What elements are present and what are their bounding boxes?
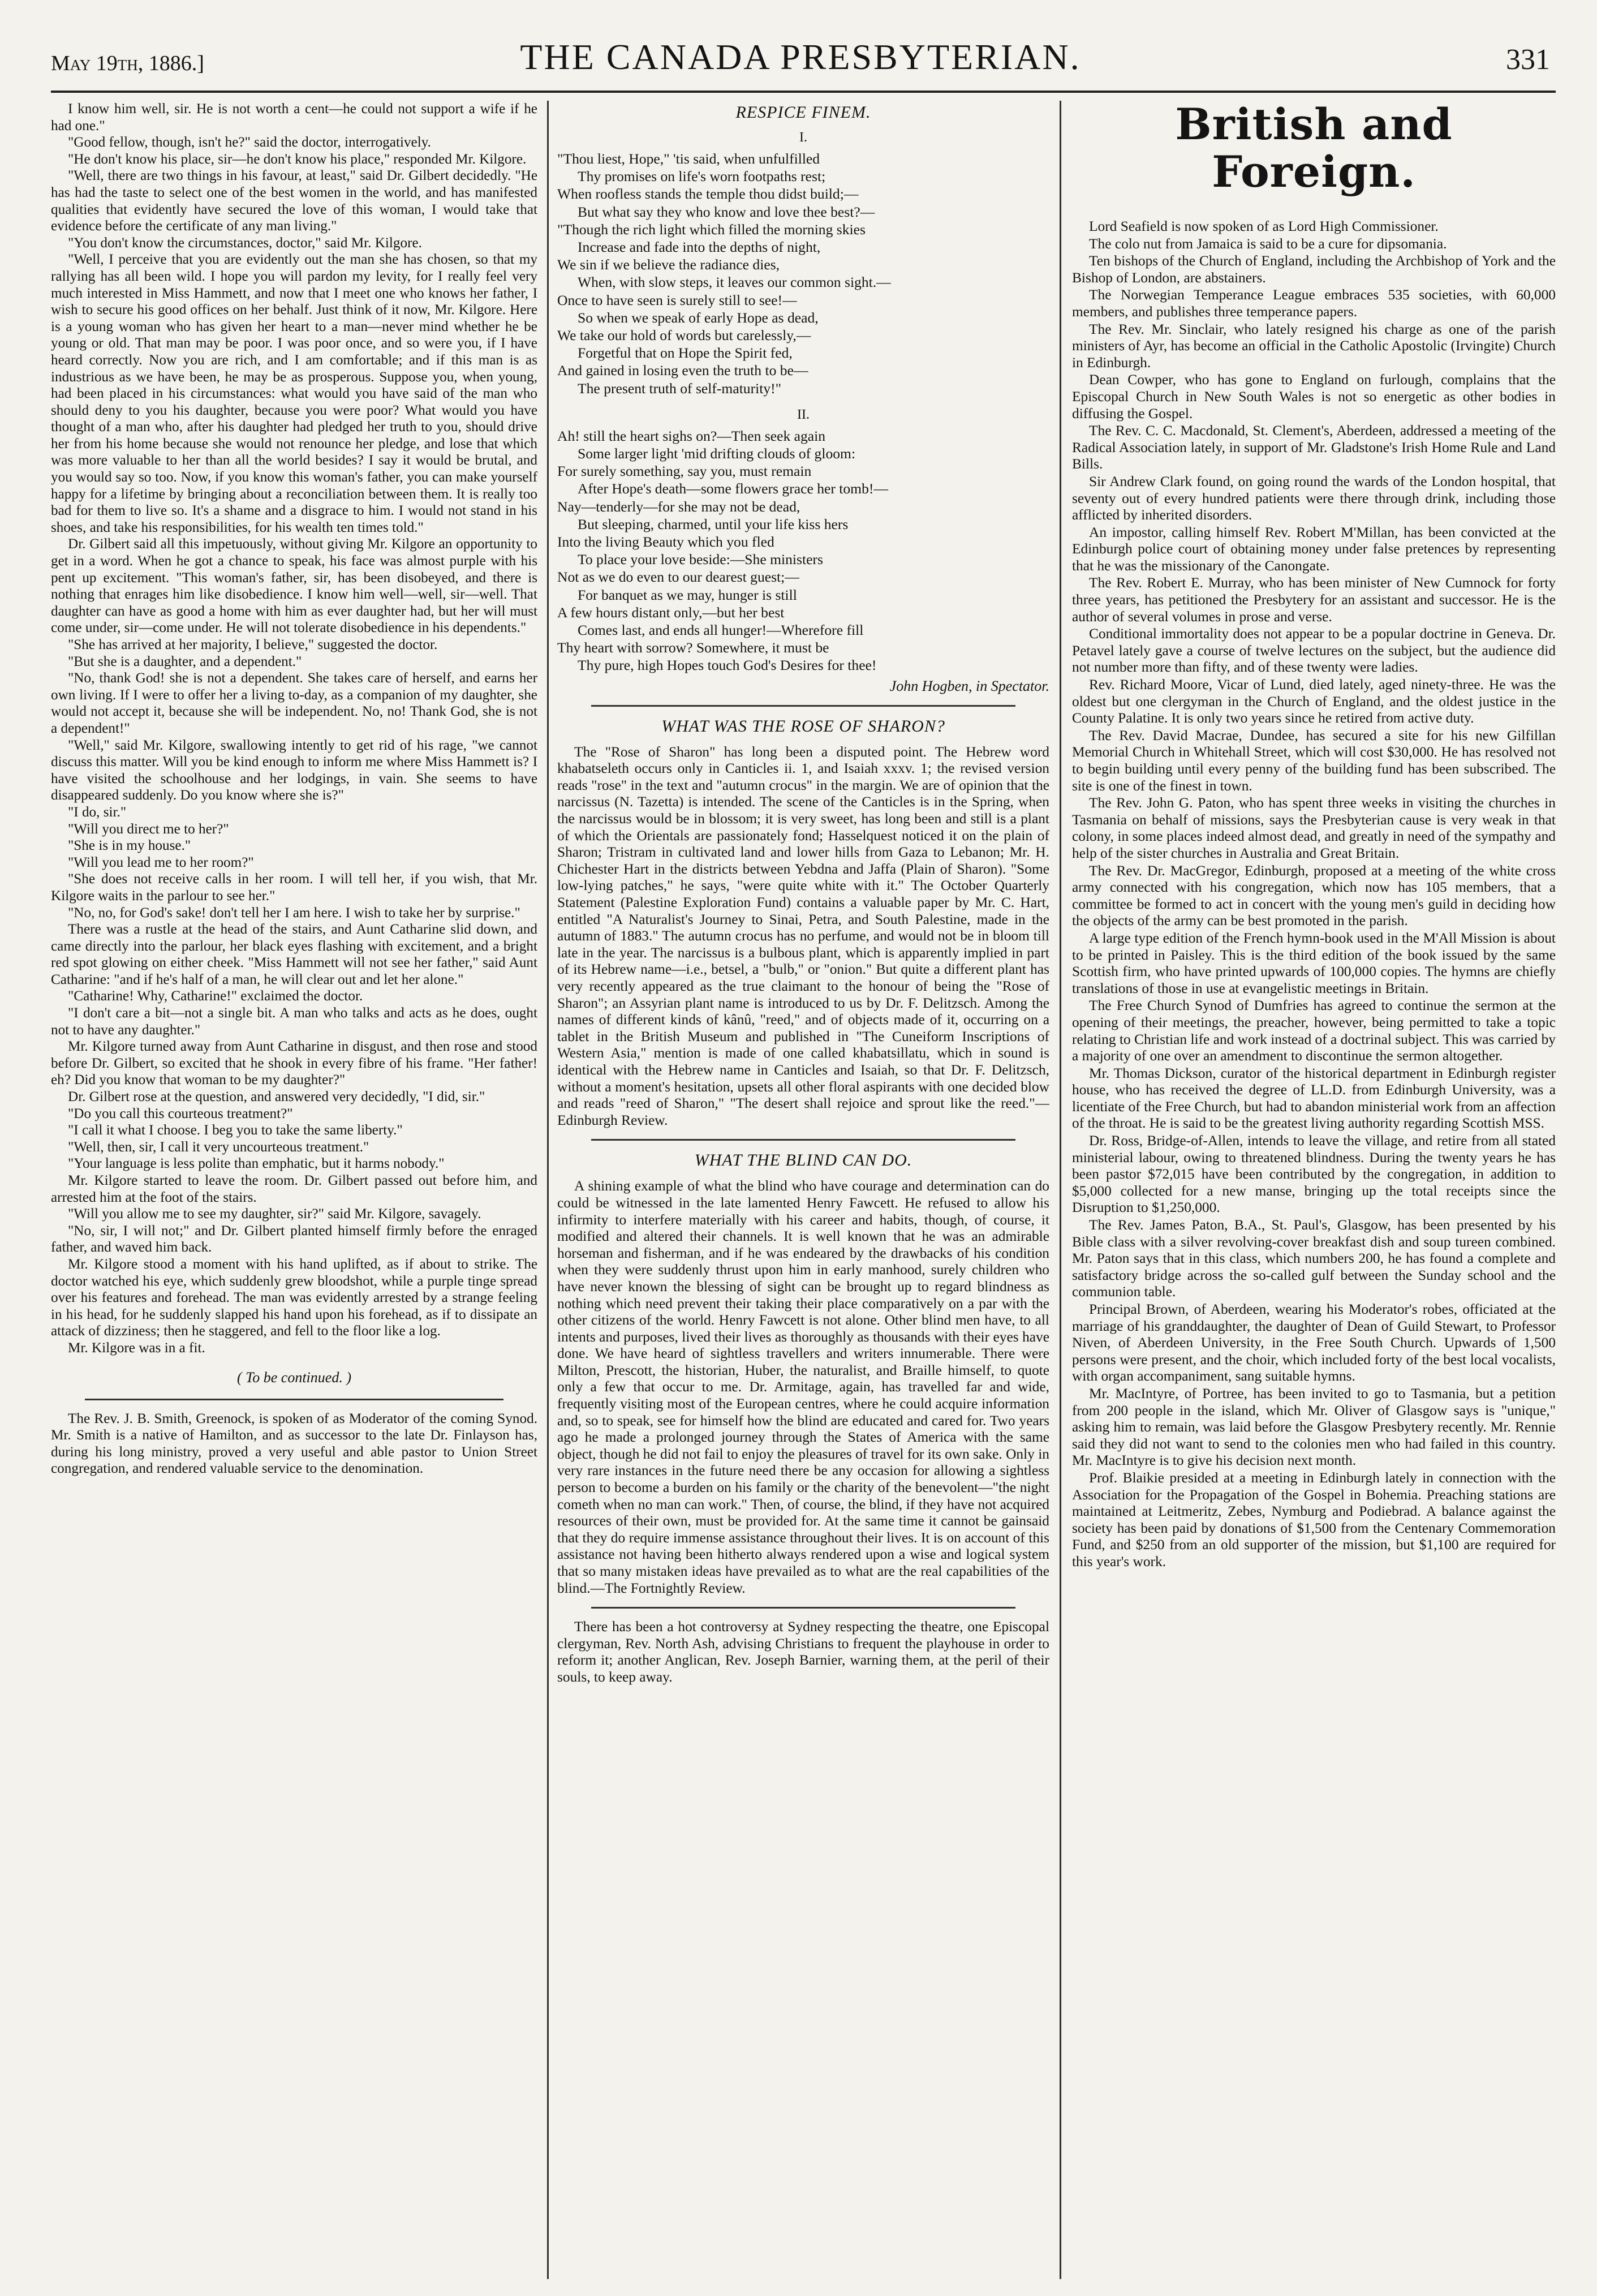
story-paragraph: Mr. Kilgore started to leave the room. Dr. Gilbert passed out before him, and arrested him at the foot of the stairs. xyxy=(51,1173,537,1205)
news-item: Rev. Richard Moore, Vicar of Lund, died lately, aged ninety-three. He was the oldest but one clergyman in the Church of England, and the oldest justice in the County Palatine. It is only two years since he retired from active duty. xyxy=(1072,677,1556,726)
poem-line: Into the living Beauty which you fled xyxy=(557,534,774,551)
story-paragraph: "Will you direct me to her?" xyxy=(68,821,229,837)
poem-part-1-numeral: I. xyxy=(799,130,807,145)
poem-line: Comes last, and ends all hunger!—Wherefore fill xyxy=(578,622,864,639)
middle-column xyxy=(557,101,1049,2273)
story-paragraph: "Your language is less polite than emphatic, but it harms nobody." xyxy=(68,1156,445,1172)
poem-line: To place your love beside:—She ministers xyxy=(578,551,823,568)
story-paragraph: There was a rustle at the head of the stairs, and Aunt Catharine slid down, and came directly into the parlour, her black eyes flashing with excitement, and a bright red spot glowing on either cheek. "Miss Hammett will not see her father," said Aunt Catharine: "and if he's half of a man, he will clear out and let her alone." xyxy=(51,922,537,987)
story-paragraph: Mr. Kilgore turned away from Aunt Catharine in disgust, and then rose and stood before Dr. Gilbert, so excited that he shook in every fibre of his frame. "Her father! eh? Did you know that woman to be my daughter?" xyxy=(51,1039,537,1088)
story-paragraph: "No, no, for God's sake! don't tell her I am here. I wish to take her by surprise." xyxy=(68,905,520,921)
page-number: 331 xyxy=(1506,44,1550,76)
poem-line: "Though the rich light which filled the morning skies xyxy=(557,221,866,238)
to-be-continued: ( To be continued. ) xyxy=(237,1369,351,1386)
poem-line: The present truth of self-maturity!" xyxy=(578,380,782,397)
story-paragraph: "Well, there are two things in his favour, at least," said Dr. Gilbert decidedly. "He has had the taste to select one of the best women in the world, and has manifested qualities that evidently have secured the love of this woman, I would take that evidence before the certificate of any man living." xyxy=(51,168,537,234)
story-paragraph: "She does not receive calls in her room. I will tell her, if you wish, that Mr. Kilgore waits in the parlour to see her." xyxy=(51,871,537,904)
news-item: Prof. Blaikie presided at a meeting in Edinburgh lately in connection with the Association for the Propagation of the Gospel in Bohemia. Preaching stations are maintained at Leitmeritz, Zebes, Nymburg and Podiebrad. A balance against the society has been paid by donations of $1,500 from the Centenary Commemoration Fund, and $250 from an old supporter of the mission, but $1,100 are required for this year's work. xyxy=(1072,1469,1556,1570)
poem-line: Thy heart with sorrow? Somewhere, it must be xyxy=(557,639,829,656)
sharon-title: WHAT WAS THE ROSE OF SHARON? xyxy=(661,716,945,736)
poem-line: So when we speak of early Hope as dead, xyxy=(578,309,819,326)
poem-line: "Thou liest, Hope," 'tis said, when unfulfilled xyxy=(557,151,820,167)
british-foreign-column xyxy=(1072,101,1556,2273)
story-paragraph: "Will you lead me to her room?" xyxy=(68,854,254,870)
poem-line: Ah! still the heart sighs on?—Then seek again xyxy=(557,427,826,444)
news-item: Principal Brown, of Aberdeen, wearing his Moderator's robes, officiated at the marriage of his granddaughter, the daughter of Dean of Guild Stewart, to Professor Niven, of Aberdeen University, in the Free South Church. Upwards of 1,500 persons were present, and the choir, which included forty of the best local vocalists, with organ accompaniment, sang suitable hymns. xyxy=(1072,1301,1556,1385)
story-paragraph: Dr. Gilbert rose at the question, and answered very decidedly, "I did, sir." xyxy=(68,1089,485,1105)
news-items xyxy=(1072,218,1556,1571)
poem-line: For surely something, say you, must remain xyxy=(557,463,812,480)
poem-line: Not as we do even to our dearest guest;— xyxy=(557,569,799,586)
story-paragraph: "Do you call this courteous treatment?" xyxy=(68,1106,293,1121)
poem-part-2-numeral: II. xyxy=(797,407,810,422)
poem-line: When, with slow steps, it leaves our common sight.— xyxy=(578,274,891,291)
poem-line: We take our hold of words but carelessly,— xyxy=(557,327,811,344)
story-paragraph: Mr. Kilgore stood a moment with his hand uplifted, as if about to strike. The doctor watched his eye, which suddenly grew bloodshot, while a purple tinge spread over his features and forehead. The man was evidently arrested by a strange feeling in his head, for he suddenly slapped his hand upon his forehead, as if to dissipate an attack of dizziness; then he staggered, and fell to the floor like a log. xyxy=(51,1256,537,1339)
story-paragraph: "Well, then, sir, I call it very uncourteous treatment." xyxy=(68,1139,369,1155)
poem-line: After Hope's death—some flowers grace her tomb!— xyxy=(578,480,889,497)
smith-moderator-note: The Rev. J. B. Smith, Greenock, is spoken of as Moderator of the coming Synod. Mr. Smith is a native of Hamilton, and as successor to the late Dr. Finlayson has, during his long ministry, proved a very useful and able pastor to Union Street congregation, and rendered valuable service to the denomination. xyxy=(51,1411,537,1477)
poem-line: A few hours distant only,—but her best xyxy=(557,604,785,621)
news-item: A large type edition of the French hymn-book used in the M'All Mission is about to be printed in Paisley. This is the third edition of the book issued by the same Scottish firm, who have printed upwards of 100,000 copies. The hymns are chiefly translations of those in use at evangelistic meetings in Britain. xyxy=(1072,930,1556,996)
issue-date: May 19th, 1886.] xyxy=(51,51,204,75)
poem-line: We sin if we believe the radiance dies, xyxy=(557,256,780,273)
poem-line: And gained in losing even the truth to be— xyxy=(557,362,808,379)
poem-line: But sleeping, charmed, until your life kiss hers xyxy=(578,515,849,532)
story-paragraph: "Catharine! Why, Catharine!" exclaimed the doctor. xyxy=(68,988,363,1004)
story-paragraph: "But she is a daughter, and a dependent." xyxy=(68,653,302,669)
story-paragraph: "Well," said Mr. Kilgore, swallowing intently to get rid of his rage, "we cannot discuss this matter. Will you be kind enough to inform me where Miss Hammett is? I have visited the schoolhouse and her lodgings, in vain. She seems to have disappeared suddenly. Do you know where she is?" xyxy=(51,737,537,803)
blind-article: A shining example of what the blind who have courage and determination can do could be witnessed in the late lamented Henry Fawcett. He refused to allow his infirmity to interfere materially with his career and habits, though, of course, it modified and altered their channels. It is well known that he was an admirable horseman and fisherman, and if he was endeared by the drawbacks of his condition when they were suddenly thrust upon him in early manhood, surely children who have never known the blessing of sight can be brought up to regard blindness as nothing which need prevent their taking their place comparatively on a par with the other citizens of the world. Henry Fawcett is not alone. Other blind men have, to all intents and purposes, lived their lives as thoroughly as thousands with their eyes have done. We have heard of sightless travellers and writers innumerable. There were Milton, Prescott, the historian, Huber, the naturalist, and Braille himself, to quote only a few that occur to me. Dr. Armitage, again, has travelled far and wide, frequently visiting most of the European centres, where he could acquire information and, so to speak, see for himself how the blind are educated and cared for. Two years ago he made a prolonged journey through the States of America with the same object, though he did not fail to enjoy the pleasures of travel for its own sake. Only in very rare instances in the future need there be any occasion for allowing a sightless person to become a burden on his family or the charity of the benevolent—"the night cometh when no man can work." Then, of course, the blind, if they have not acquired resources of their own, must be provided for. At the same time it cannot be gainsaid that they do require immense assistance throughout their lives. It is on account of this assistance not having been hitherto always rendered upon a wise and logical system that so many mistaken ideas have prevailed as to what are the real capabilities of the blind.—The Fortnightly Review. xyxy=(557,1178,1049,1596)
poem-line: Increase and fade into the depths of night, xyxy=(578,239,821,256)
poem-byline: John Hogben, in Spectator. xyxy=(889,677,1049,694)
poem-title: RESPICE FINEM. xyxy=(735,103,871,122)
poem-line: Once to have seen is surely still to see!— xyxy=(557,291,797,308)
story-paragraph: "I do, sir." xyxy=(68,804,127,820)
poem-line: When roofless stands the temple thou didst build;— xyxy=(557,186,859,203)
news-item: Dr. Ross, Bridge-of-Allen, intends to leave the village, and retire from all stated ministerial labour, owing to threatened blindness. During the twenty years he has been pastor $72,015 have been contributed by the congregation, in addition to $5,000 collected for a new manse, bringing up the total receipts since the Disruption to $1,250,000. xyxy=(1072,1133,1556,1216)
story-paragraph: "You don't know the circumstances, doctor," said Mr. Kilgore. xyxy=(68,235,422,251)
story-paragraph: "No, sir, I will not;" and Dr. Gilbert planted himself firmly before the enraged father, and waved him back. xyxy=(51,1223,537,1256)
poem-line: Forgetful that on Hope the Spirit fed, xyxy=(578,345,793,362)
blind-title: WHAT THE BLIND CAN DO. xyxy=(694,1151,912,1170)
masthead xyxy=(51,28,1550,85)
masthead-rule xyxy=(51,91,1556,93)
news-item: Mr. MacIntyre, of Portree, has been invited to go to Tasmania, but a petition from 200 people in the island, which Mr. Oliver of Glasgow says is "unique," asking him to remain, was laid before the Glasgow Presbytery recently. Mr. Rennie said they did not want to send to the colonies men who had failed in this country. Mr. MacIntyre is to give his decision next month. xyxy=(1072,1385,1556,1469)
section-rule xyxy=(591,1607,1015,1609)
story-paragraph: "She has arrived at her majority, I believe," suggested the doctor. xyxy=(68,637,438,652)
news-item: Conditional immortality does not appear to be a popular doctrine in Geneva. Dr. Petavel lately gave a course of twelve lectures on the subject, but the audience did not number more than fifty, and of these twenty were ladies. xyxy=(1072,626,1556,676)
story-paragraph: "Will you allow me to see my daughter, sir?" said Mr. Kilgore, savagely. xyxy=(68,1206,481,1222)
section-rule xyxy=(591,705,1015,707)
story-paragraph: "I call it what I choose. I beg you to take the same liberty." xyxy=(68,1123,403,1138)
story-paragraph: "He don't know his place, sir—he don't know his place," responded Mr. Kilgore. xyxy=(68,151,527,167)
newspaper-title: THE CANADA PRESBYTERIAN. xyxy=(520,37,1081,77)
column-divider-1 xyxy=(547,101,549,2279)
news-item: An impostor, calling himself Rev. Robert M'Millan, has been convicted at the Edinburgh police court of obtaining money under false pretences by representing that he was the missionary of the Canongate. xyxy=(1072,524,1556,574)
news-item: The Free Church Synod of Dumfries has agreed to continue the sermon at the opening of their meetings, the preacher, however, being permitted to take a topic relating to Christian life and work instead of a doctrinal subject. This was carried by a majority of one over an amendment to discontinue the sermon altogether. xyxy=(1072,997,1556,1064)
story-paragraph: Mr. Kilgore was in a fit. xyxy=(68,1340,205,1356)
news-item: Sir Andrew Clark found, on going round the wards of the London hospital, that seventy out of every hundred patients were there through drink, including those afflicted by inherited disorders. xyxy=(1072,473,1556,523)
story-paragraph: "She is in my house." xyxy=(68,838,191,854)
poem-part-2 xyxy=(557,427,1049,674)
news-item: The Rev. Mr. Sinclair, who lately resigned his charge as one of the parish ministers of Ayr, has become an official in the Catholic Apostolic (Irvingite) Church in Edinburgh. xyxy=(1072,321,1556,371)
news-item: The colo nut from Jamaica is said to be a cure for dipsomania. xyxy=(1089,235,1447,252)
story-paragraph: "No, thank God! she is not a dependent. She takes care of herself, and earns her own living. If I were to offer her a living to-day, as a companion of my daughter, she would not accept it, because she will be independent. No, no! Thank God, she is not a dependent!" xyxy=(51,670,537,736)
story-column xyxy=(51,101,537,2273)
sydney-theatre-note: There has been a hot controversy at Sydney respecting the theatre, one Episcopal clergyman, Rev. North Ash, advising Christians to frequent the playhouse in order to reform it; another Anglican, Rev. Joseph Barnier, warning them, at the peril of their souls, to keep away. xyxy=(557,1619,1049,1685)
poem-line: Nay—tenderly—for she may not be dead, xyxy=(557,498,800,515)
news-item: Ten bishops of the Church of England, including the Archbishop of York and the Bishop of London, are abstainers. xyxy=(1072,253,1556,286)
news-item: Mr. Thomas Dickson, curator of the historical department in Edinburgh register house, who has received the degree of LL.D. from Edinburgh University, was a licentiate of the Free Church, but had to abandon ministerial work from an affection of the throat. He is said to be the greatest living authority regarding Scottish MSS. xyxy=(1072,1065,1556,1132)
news-item: The Rev. James Paton, B.A., St. Paul's, Glasgow, has been presented by his Bible class with a silver revolving-cover breakfast dish and soup tureen combined. Mr. Paton says that in this class, which numbers 200, he has found a complete and satisfactory bridge across the so-called gulf between the Sunday school and the communion table. xyxy=(1072,1217,1556,1300)
news-item: The Rev. C. C. Macdonald, St. Clement's, Aberdeen, addressed a meeting of the Radical Association lately, in support of Mr. Gladstone's Irish Home Rule and Land Bills. xyxy=(1072,423,1556,472)
story-paragraph: "I don't care a bit—not a single bit. A man who talks and acts as he does, ought not to have any daughter." xyxy=(51,1005,537,1038)
story-paragraph: I know him well, sir. He is not worth a cent—he could not support a wife if he had one." xyxy=(51,101,537,134)
news-item: The Rev. Dr. MacGregor, Edinburgh, proposed at a meeting of the white cross army connected with his congregation, which now has 105 members, that a committee be formed to act in concert with the young men's guild in deciding how the objects of the army can be best promoted in the parish. xyxy=(1072,862,1556,929)
poem-line: Some larger light 'mid drifting clouds of gloom: xyxy=(578,445,856,462)
news-item: Dean Cowper, who has gone to England on furlough, complains that the Episcopal Church in New South Wales is not so energetic as other bodies in diffusing the Gospel. xyxy=(1072,372,1556,422)
news-item: The Rev. David Macrae, Dundee, has secured a site for his new Gilfillan Memorial Church in Whitehall Street, which will cost $30,000. He has resolved not to begin building until every penny of the building fund has been subscribed. The site is one of the finest in town. xyxy=(1072,727,1556,794)
british-foreign-heading: British and Foreign. xyxy=(1175,101,1453,197)
sharon-article: The "Rose of Sharon" has long been a disputed point. The Hebrew word khabatseleth occurs only in Canticles ii. 1, and Isaiah xxxv. 1; the revised version reads "rose" in the text and "autumn crocus" in the margin. We are of opinion that the narcissus (N. Tazetta) is intended. The scene of the Canticles is in the Spring, when the narcissus would be in blossom; it is very sweet, has long been and still is a plant of which the Orientals are passionately fond; Hasselquest noticed it on the plain of Sharon; Tristram in cultivated land and lower hills from Gaza to Lebanon; Mr. H. Chichester Hart in the districts between Yebdna and Jaffa (Plain of Sharon). "Some low-lying patches," he says, "were quite white with it." The October Quarterly Statement (Palestine Exploration Fund) contains a valuable paper by Mr. C. Hart, entitled "A Naturalist's Journey to Sinai, Petra, and South Palestine, made in the autumn of 1883." The autumn crocus has no perfume, and would not be in bloom till late in the year. The narcissus is a bulbous plant, which is apparently implied in part of its Hebrew name—i.e., betsel, a "bulb," or "onion." But quite a different plant has very recently appeared as the true claimant to the honour of being the "Rose of Sharon"; an Assyrian plant name is introduced to us by Dr. F. Delitzsch. Among the names of different kinds of kânû, "reed," and of objects made of it, occurring on a tablet in the British Museum and published in "The Cuneiform Inscriptions of Western Asia," mention is made of one called khabatsillatu, which in sound is identical with the Hebrew name in Canticles and Isaiah, so that Dr. F. Delitzsch, without a moment's hesitation, upsets all other floral aspirants with one decided blow and reads "reed of Sharon," "The desert shall rejoice and sprout like the reed."—Edinburgh Review. xyxy=(557,743,1049,1128)
poem-line: But what say they who know and love thee best?— xyxy=(578,203,875,220)
section-rule xyxy=(591,1139,1015,1141)
story-paragraph: "Well, I perceive that you are evidently out the man she has chosen, so that my rallying has all been wild. I hope you will pardon my levity, for I really feel very much interested in Miss Hammett, and now that I meet one who knows her father, I wish to secure his good offices on her behalf. Just think of it now, Mr. Kilgore. Here is a young woman who has given her heart to a man—never mind whether he be young or old. That man may be poor. I was poor once, and so were you, if I have heard correctly. Now you are rich, and I am comfortable; and if this man is as industrious as we have been, he may be as prosperous. Suppose you, when young, had been placed in his circumstances: what would you have said of the man who should deny to you his daughter, because you were poor? What would you have thought of a man who, after his daughter had pledged her truth to you, should drive her from his home because she would not renounce her pledge, and lose that which was more valuable to her than all the world besides? I say it would be brutal, and you would say so too. Now, if you know this woman's father, you can make yourself happy for a lifetime by bringing about a reconciliation between them. It is really too bad for them to live so. It's a shame and a disgrace to him. I would not stand in his shoes, and take his responsibilities, for his wealth ten times told." xyxy=(51,252,537,535)
poem-part-1 xyxy=(557,150,1049,397)
news-item: Lord Seafield is now spoken of as Lord High Commissioner. xyxy=(1089,218,1439,234)
section-rule xyxy=(85,1399,503,1400)
news-item: The Norwegian Temperance League embraces 535 societies, with 60,000 members, and publishes three temperance papers. xyxy=(1072,287,1556,320)
story-paragraph: Dr. Gilbert said all this impetuously, without giving Mr. Kilgore an opportunity to get in a word. When he got a chance to speak, his face was almost purple with his pent up excitement. "This woman's father, sir, has been disobeyed, and there is nothing that enrages him like disobedience. I know him well—well, sir—well. That daughter can have as good a home with him as ever daughter had, but her will must come under, sir—come under. He will not tolerate disobedience in his dependents." xyxy=(51,536,537,636)
poem-line: Thy promises on life's worn footpaths rest; xyxy=(578,168,826,185)
news-item: The Rev. Robert E. Murray, who has been minister of New Cumnock for forty three years, has petitioned the Presbytery for an assistant and successor. He is the author of several volumes in prose and verse. xyxy=(1072,575,1556,625)
column-divider-2 xyxy=(1060,101,1061,2279)
story-text xyxy=(51,101,537,1357)
news-item: The Rev. John G. Paton, who has spent three weeks in visiting the churches in Tasmania on behalf of missions, says the Presbyterian cause is very weak in that colony, in some places indeed almost dead, and greatly in need of the sympathy and help of the sister churches in Australia and Great Britain. xyxy=(1072,795,1556,861)
story-paragraph: "Good fellow, though, isn't he?" said the doctor, interrogatively. xyxy=(68,135,431,151)
poem-line: Thy pure, high Hopes touch God's Desires for thee! xyxy=(578,657,877,674)
poem-line: For banquet as we may, hunger is still xyxy=(578,586,797,603)
